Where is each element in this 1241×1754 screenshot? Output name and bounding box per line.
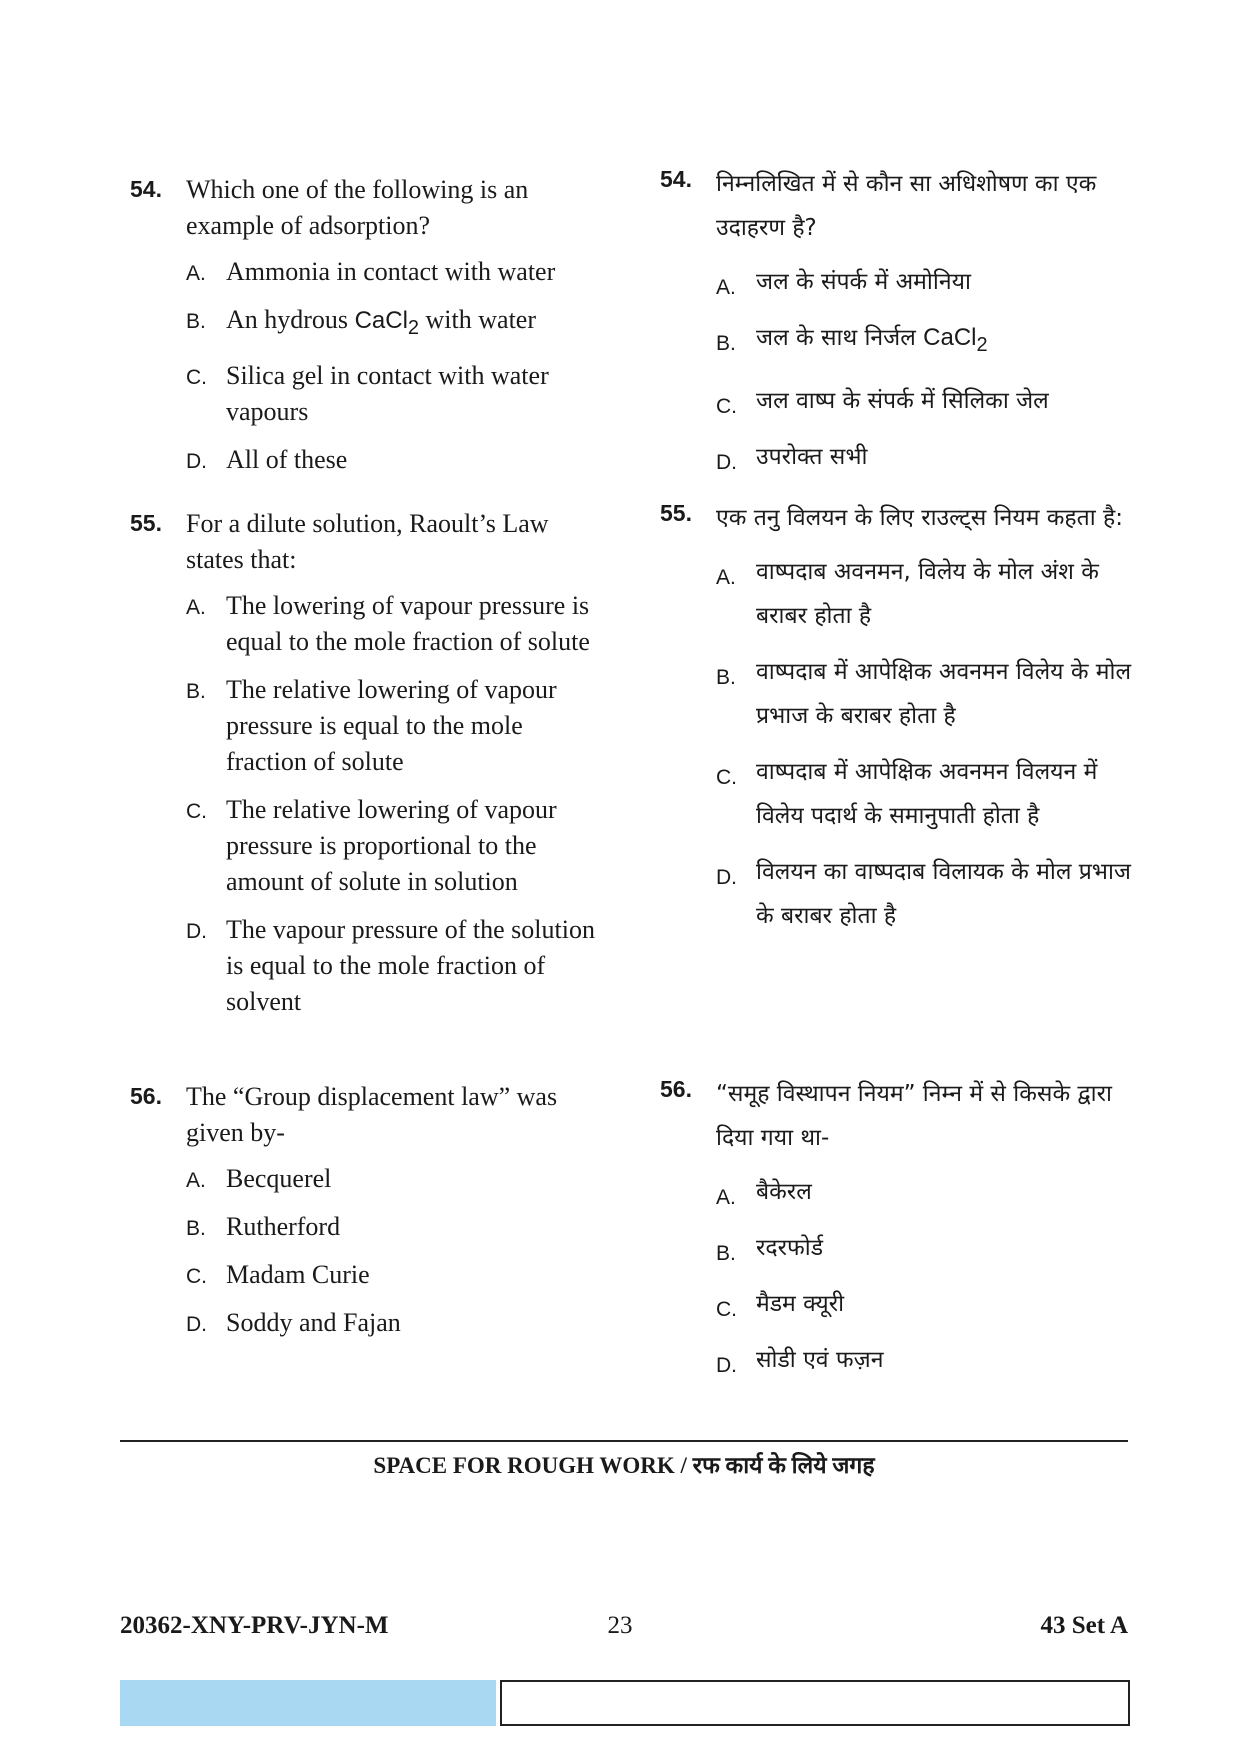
option-text: All of these bbox=[226, 444, 348, 474]
option-text: वाष्पदाब में आपेक्षिक अवनमन विलेय के मोल प्रभाज के बराबर होता है bbox=[756, 659, 1132, 729]
question-54-hi bbox=[660, 162, 1140, 491]
option-letter: A. bbox=[716, 276, 736, 299]
rough-work-divider bbox=[120, 1440, 1128, 1442]
option-text: Madam Curie bbox=[226, 1260, 370, 1289]
question-text: The “Group displacement law” was given by- bbox=[186, 1082, 558, 1147]
option-c bbox=[716, 1282, 1140, 1326]
option-a bbox=[186, 1161, 600, 1197]
set-label: 43 Set A bbox=[1040, 1612, 1128, 1639]
option-b bbox=[186, 302, 600, 346]
option-c bbox=[186, 358, 600, 430]
footer-blue-bar bbox=[120, 1680, 496, 1726]
option-text: Ammonia in contact with water bbox=[226, 257, 556, 286]
option-text: जल के संपर्क में अमोनिया bbox=[756, 269, 971, 295]
question-text: एक तनु विलयन के लिए राउल्ट्स नियम कहता है: bbox=[716, 505, 1123, 531]
option-text: उपरोक्त सभी bbox=[756, 443, 868, 470]
option-letter: C. bbox=[186, 365, 207, 389]
option-letter: A. bbox=[186, 1169, 206, 1192]
option-text: The lowering of vapour pressure is equal to the mole fraction of solute bbox=[226, 591, 590, 656]
option-a bbox=[716, 1170, 1140, 1214]
option-text: The relative lowering of vapour pressure is proportional to the amount of solute in solution bbox=[226, 795, 557, 896]
option-text: जल के साथ निर्जल bbox=[756, 325, 916, 351]
option-text: विलयन का वाष्पदाब विलायक के मोल प्रभाज के बराबर होता है bbox=[756, 859, 1131, 929]
option-letter: D. bbox=[186, 449, 207, 473]
question-number: 55. bbox=[660, 500, 692, 526]
option-a bbox=[186, 588, 600, 660]
chemical-formula: CaCl$_2$ bbox=[923, 324, 988, 356]
option-d bbox=[716, 1338, 1140, 1382]
option-letter: B. bbox=[186, 680, 206, 703]
option-c bbox=[716, 750, 1140, 838]
option-letter: A. bbox=[716, 566, 736, 589]
question-text: For a dilute solution, Raoult’s Law states that: bbox=[186, 509, 549, 574]
chemical-formula: CaCl$_2$ bbox=[354, 307, 420, 339]
option-text: बैकेरल bbox=[756, 1179, 812, 1205]
option-text: The vapour pressure of the solution is equal to the mole fraction of solvent bbox=[226, 915, 595, 1016]
question-56-hi bbox=[660, 1072, 1140, 1394]
option-text: An hydrous bbox=[226, 305, 349, 334]
option-a bbox=[716, 550, 1140, 638]
question-number: 56. bbox=[660, 1076, 692, 1102]
question-text: निम्नलिखित में से कौन सा अधिशोषण का एक उदाहरण है? bbox=[716, 171, 1097, 241]
option-text: Rutherford bbox=[226, 1212, 341, 1241]
option-b bbox=[716, 316, 1140, 367]
option-text: Silica gel in contact with water vapours bbox=[226, 360, 549, 426]
question-55-en bbox=[130, 506, 600, 1032]
option-letter: C. bbox=[186, 1265, 207, 1288]
question-number: 56. bbox=[130, 1083, 162, 1109]
option-letter: B. bbox=[186, 1217, 206, 1240]
option-letter: A. bbox=[186, 262, 206, 285]
option-text: जल वाष्प के संपर्क में सिलिका जेल bbox=[756, 387, 1049, 414]
option-text: The relative lowering of vapour pressure is equal to the mole fraction of solute bbox=[226, 675, 557, 776]
option-letter: B. bbox=[186, 310, 206, 333]
option-text: वाष्पदाब अवनमन, विलेय के मोल अंश के बराबर होता है bbox=[756, 559, 1099, 629]
option-text: रदरफोर्ड bbox=[756, 1235, 824, 1261]
option-c bbox=[186, 792, 600, 900]
option-d bbox=[186, 912, 600, 1020]
question-55-hi bbox=[660, 496, 1140, 950]
page-number: 23 bbox=[607, 1612, 633, 1639]
rough-work-label: SPACE FOR ROUGH WORK / रफ कार्य के लिये जगह bbox=[373, 1453, 875, 1478]
option-letter: B. bbox=[716, 332, 736, 355]
paper-code: 20362-XNY-PRV-JYN-M bbox=[120, 1612, 389, 1639]
option-a bbox=[716, 260, 1140, 304]
option-a bbox=[186, 254, 600, 290]
option-text: मैडम क्यूरी bbox=[756, 1291, 845, 1317]
option-b bbox=[716, 650, 1140, 738]
option-letter: C. bbox=[716, 766, 737, 789]
option-letter: B. bbox=[716, 666, 736, 689]
footer-box bbox=[500, 1680, 1130, 1726]
option-d bbox=[716, 850, 1140, 938]
option-letter: C. bbox=[186, 800, 207, 823]
option-d bbox=[186, 1305, 600, 1341]
option-letter: D. bbox=[716, 866, 737, 889]
option-letter: D. bbox=[186, 920, 207, 943]
option-b bbox=[716, 1226, 1140, 1270]
option-letter: A. bbox=[716, 1186, 736, 1209]
option-letter: C. bbox=[716, 1298, 737, 1321]
question-number: 54. bbox=[660, 166, 692, 192]
option-c bbox=[186, 1257, 600, 1293]
option-text: Becquerel bbox=[226, 1164, 332, 1193]
option-text-after: with water bbox=[425, 305, 536, 334]
option-letter: D. bbox=[716, 450, 737, 474]
question-56-en bbox=[130, 1079, 600, 1353]
option-letter: C. bbox=[716, 394, 737, 418]
option-letter: D. bbox=[716, 1354, 737, 1377]
question-text: “समूह विस्थापन नियम” निम्न में से किसके द्वारा दिया गया था- bbox=[716, 1081, 1112, 1151]
option-b bbox=[186, 672, 600, 780]
option-d bbox=[716, 435, 1140, 479]
question-54-en bbox=[130, 172, 600, 490]
option-text: सोडी एवं फज़न bbox=[756, 1347, 884, 1373]
option-letter: B. bbox=[716, 1242, 736, 1265]
option-d bbox=[186, 442, 600, 478]
option-letter: A. bbox=[186, 596, 206, 619]
question-number: 55. bbox=[130, 510, 162, 536]
option-b bbox=[186, 1209, 600, 1245]
option-text: वाष्पदाब में आपेक्षिक अवनमन विलयन में विलेय पदार्थ के समानुपाती होता है bbox=[756, 759, 1098, 829]
option-text: Soddy and Fajan bbox=[226, 1308, 401, 1337]
option-c bbox=[716, 379, 1140, 423]
question-text: Which one of the following is an example of adsorption? bbox=[186, 175, 529, 240]
question-number: 54. bbox=[130, 176, 162, 202]
option-letter: D. bbox=[186, 1313, 207, 1336]
